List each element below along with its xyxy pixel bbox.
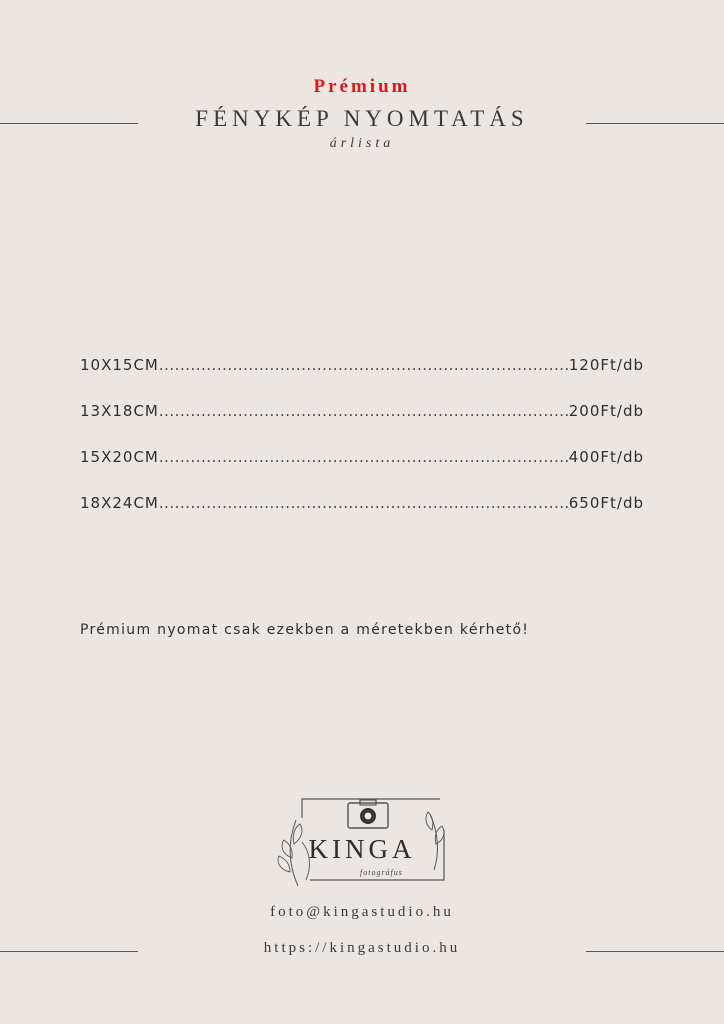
print-size: 10X15CM — [80, 356, 159, 374]
dot-leader — [159, 448, 569, 466]
availability-note: Prémium nyomat csak ezekben a méretekben kérhető! — [80, 622, 530, 638]
premium-heading: Prémium — [313, 76, 411, 97]
price-list — [80, 356, 644, 540]
price-row — [80, 402, 644, 448]
price-row — [80, 356, 644, 402]
print-price: 120Ft/db — [568, 356, 644, 374]
dot-leader — [159, 494, 569, 512]
print-price: 200Ft/db — [568, 402, 644, 420]
logo-tagline: fotográfus — [360, 868, 403, 877]
page-subtitle: árlista — [329, 136, 395, 151]
page-title: FÉNYKÉP NYOMTATÁS — [195, 106, 529, 131]
price-row — [80, 448, 644, 494]
dot-leader — [159, 356, 569, 374]
print-price: 400Ft/db — [568, 448, 644, 466]
header — [0, 72, 724, 152]
contact-email[interactable]: foto@kingastudio.hu — [270, 904, 454, 920]
logo-wordmark: KINGA — [308, 834, 416, 864]
dot-leader — [159, 402, 569, 420]
price-row — [80, 494, 644, 540]
contact-website[interactable]: https://kingastudio.hu — [263, 940, 461, 956]
print-size: 15X20CM — [80, 448, 159, 466]
print-size: 13X18CM — [80, 402, 159, 420]
print-price: 650Ft/db — [568, 494, 644, 512]
print-size: 18X24CM — [80, 494, 159, 512]
